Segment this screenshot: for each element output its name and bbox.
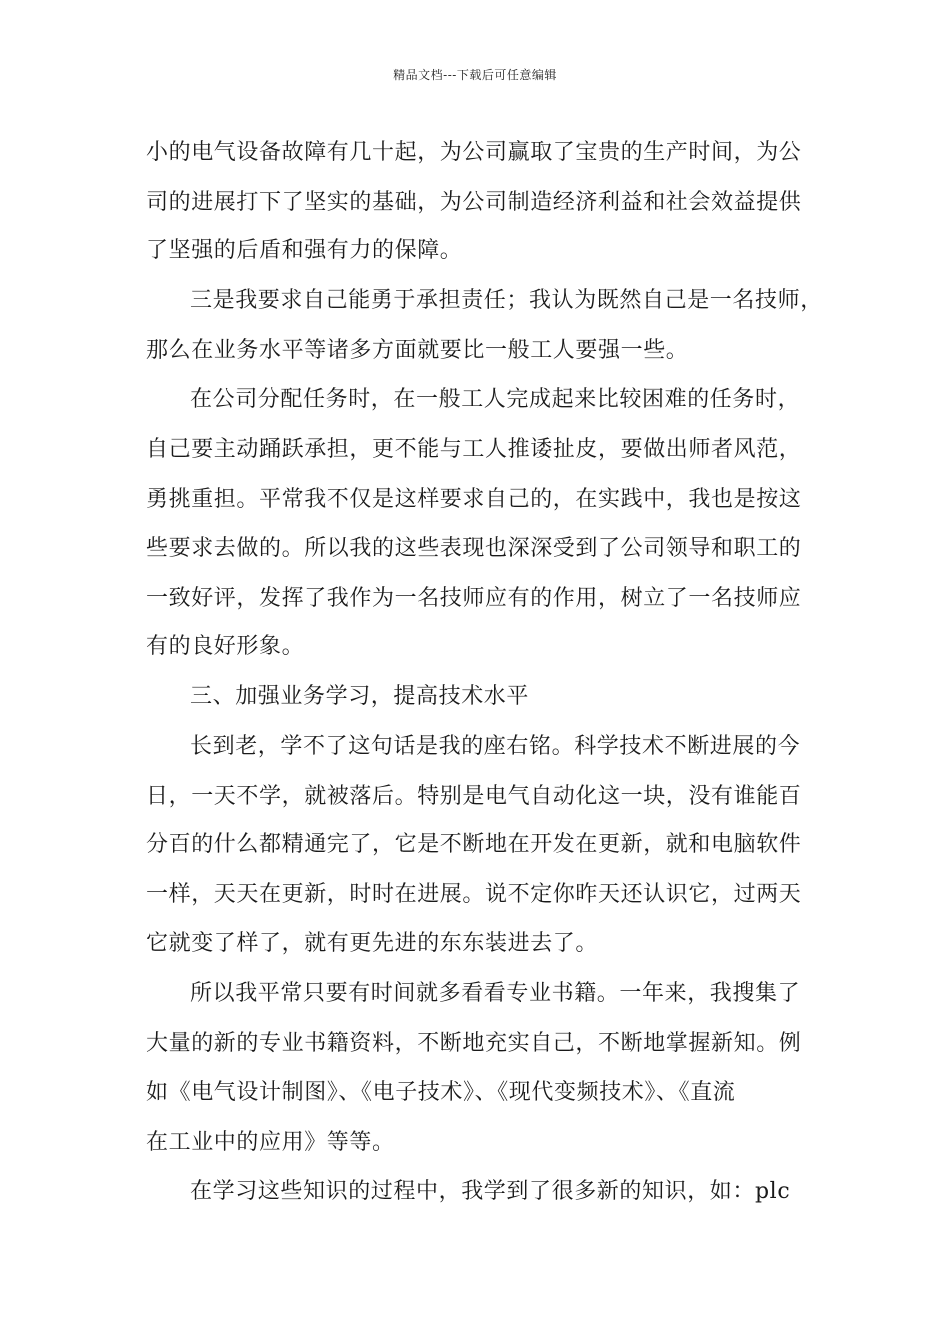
text-line: 所以我平常只要有时间就多看看专业书籍。一年来，我搜集了 <box>190 981 801 1006</box>
text-line: 在工业中的应用》等等。 <box>146 1130 395 1155</box>
text-line: 大量的新的专业书籍资料，不断地充实自己，不断地掌握新知。例 <box>146 1031 802 1056</box>
text-line: 那么在业务水平等诸多方面就要比一般工人要强一些。 <box>146 338 689 363</box>
text-line: 分百的什么都精通完了，它是不断地在开发在更新，就和电脑软件 <box>146 832 802 857</box>
text-line: 勇挑重担。平常我不仅是这样要求自己的，在实践中，我也是按这 <box>146 487 802 512</box>
section-heading: 三、加强业务学习，提高技术水平 <box>190 684 530 709</box>
text-line: 一致好评，发挥了我作为一名技师应有的作用，树立了一名技师应 <box>146 586 802 611</box>
text-line: 小的电气设备故障有几十起，为公司赢取了宝贵的生产时间，为公 <box>146 140 802 165</box>
text-line: 如《电气设计制图》、《电子技术》、《现代变频技术》、《直流 <box>146 1080 736 1105</box>
text-line: 司的进展打下了坚实的基础，为公司制造经济利益和社会效益提供 <box>146 190 802 215</box>
text-line: 长到老，学不了这句话是我的座右铭。科学技术不断进展的今 <box>190 734 801 759</box>
text-line: 有的良好形象。 <box>146 634 305 659</box>
text-line: 在学习这些知识的过程中，我学到了很多新的知识，如：plc <box>190 1179 791 1204</box>
text-line: 了坚强的后盾和强有力的保障。 <box>146 238 463 263</box>
text-line: 些要求去做的。所以我的这些表现也深深受到了公司领导和职工的 <box>146 536 802 561</box>
text-line: 在公司分配任务时，在一般工人完成起来比较困难的任务时， <box>190 387 801 412</box>
text-line: 一样，天天在更新，时时在进展。说不定你昨天还认识它，过两天 <box>146 882 802 907</box>
text-line: 三是我要求自己能勇于承担责任；我认为既然自己是一名技师， <box>190 288 823 313</box>
text-line: 日，一天不学，就被落后。特别是电气自动化这一块，没有谁能百 <box>146 784 802 809</box>
page-header: 精品文档---下载后可任意编辑 <box>393 68 557 82</box>
text-line: 自己要主动踊跃承担，更不能与工人推诿扯皮，要做出师者风范， <box>146 437 802 462</box>
text-line: 它就变了样了，就有更先进的东东装进去了。 <box>146 931 599 956</box>
